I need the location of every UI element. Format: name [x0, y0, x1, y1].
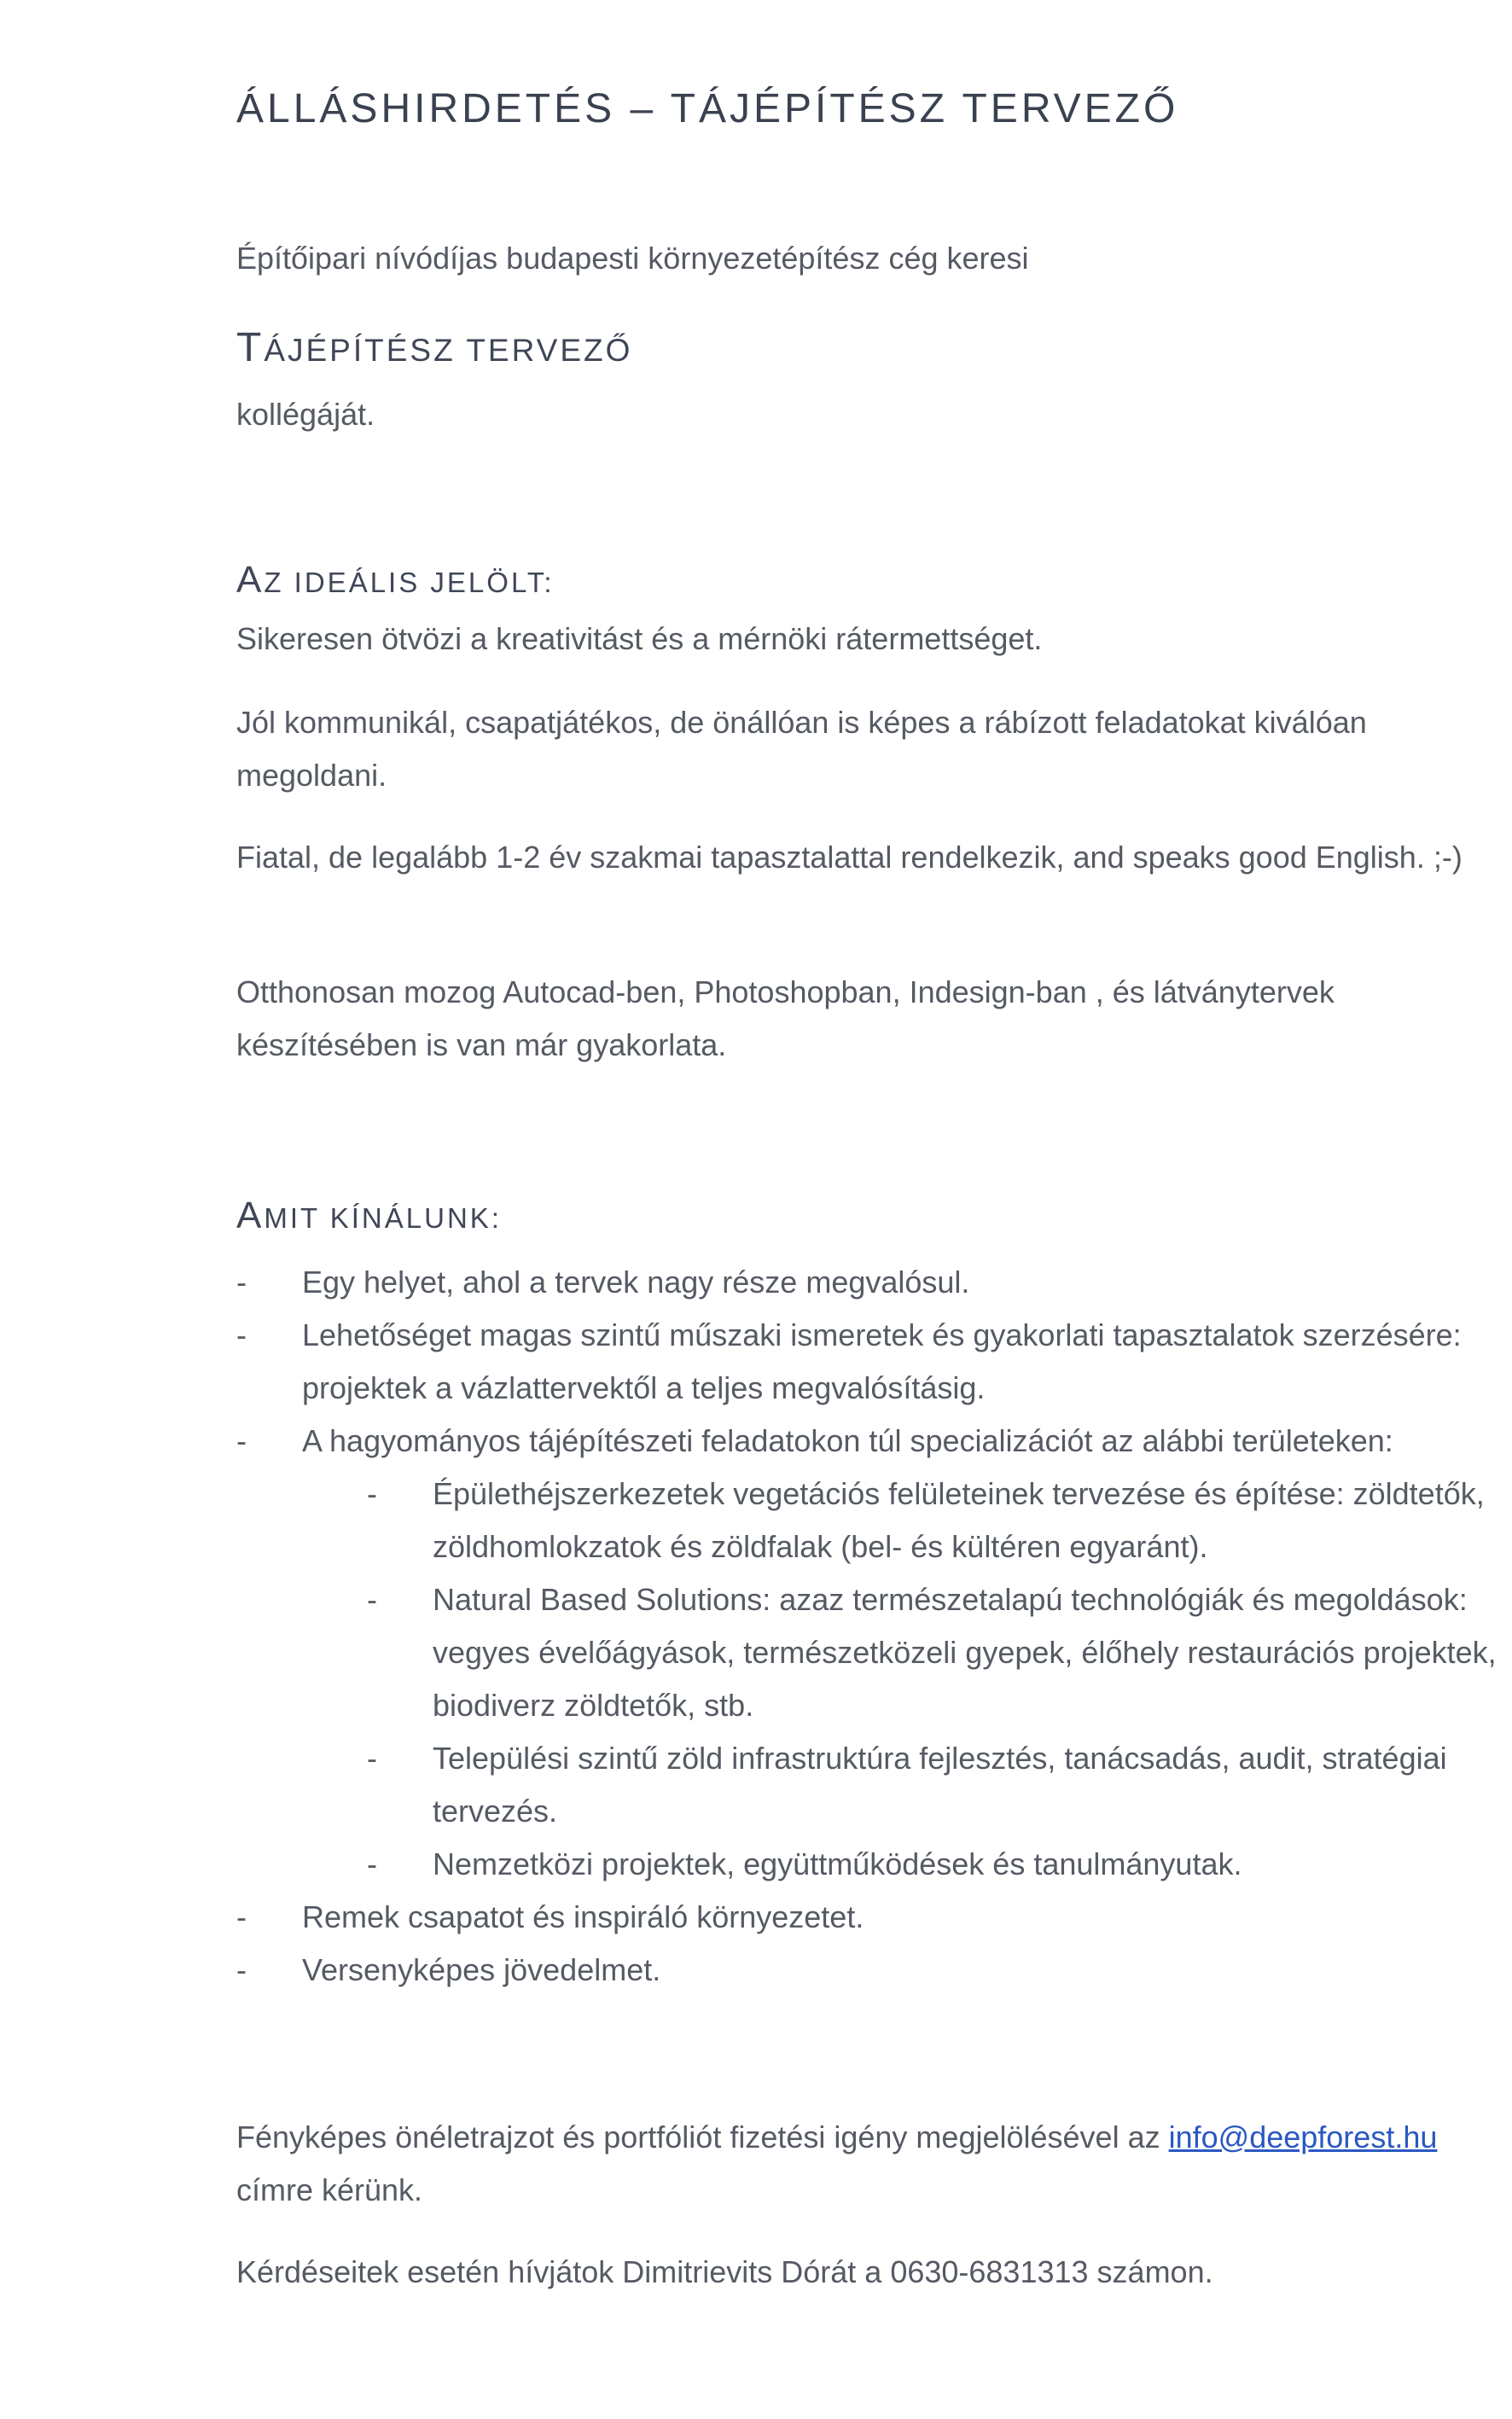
list-item-text: A hagyományos tájépítészeti feladatokon túl specializációt az alábbi területeken:: [302, 1423, 1393, 1458]
list-dash: -: [367, 1476, 377, 1511]
list-dash: -: [236, 1899, 247, 1934]
list-item-text: Egy helyet, ahol a tervek nagy része megvalósul.: [302, 1265, 970, 1300]
phone-paragraph: Kérdéseitek esetén hívjátok Dimitrievits Dórát a 0630-6831313 számon.: [236, 2254, 1213, 2289]
offer-heading-initial: A: [236, 1195, 265, 1236]
position-heading: [236, 324, 632, 371]
ideal-paragraph-1: Sikeresen ötvözi a kreativitást és a mérnöki rátermettséget.: [236, 621, 1043, 656]
list-item-text: Remek csapatot és inspiráló környezetet.: [302, 1899, 864, 1934]
list-dash: -: [236, 1265, 247, 1300]
offer-heading-rest: MIT KÍNÁLUNK:: [264, 1202, 502, 1234]
sublist-item: [236, 1468, 1508, 1573]
ideal-heading-rest: Z IDEÁLIS JELÖLT:: [264, 567, 555, 598]
email-link[interactable]: info@deepforest.hu: [1168, 2120, 1438, 2154]
sublist-item-text: Települési szintű zöld infrastruktúra fejlesztés, tanácsadás, audit, stratégiai tervezés.: [433, 1741, 1447, 1829]
list-item: [236, 1944, 1508, 1997]
list-item: [236, 1891, 1508, 1944]
sublist-item-text: Épülethéjszerkezetek vegetációs felületeinek tervezése és építése: zöldtetők, zöldhomlokzatok és zöldfalak (bel- és kültéren egyaránt).: [433, 1476, 1485, 1564]
page-title: ÁLLÁSHIRDETÉS – TÁJÉPÍTÉSZ TERVEZŐ: [236, 86, 1179, 131]
list-dash: -: [236, 1423, 247, 1458]
position-heading-rest: ÁJÉPÍTÉSZ TERVEZŐ: [264, 333, 633, 368]
sublist-item: [236, 1573, 1508, 1732]
sublist-item: [236, 1838, 1508, 1891]
ideal-candidate-heading: [236, 559, 555, 602]
ideal-heading-initial: A: [236, 559, 265, 601]
list-item-text: Versenyképes jövedelmet.: [302, 1952, 661, 1987]
position-heading-initial: T: [236, 325, 265, 370]
ideal-paragraph-3: Fiatal, de legalább 1-2 év szakmai tapasztalattal rendelkezik, and speaks good English. ;-): [236, 840, 1463, 875]
offer-list: [236, 1256, 1508, 1997]
ideal-paragraph-2: Jól kommunikál, csapatjátékos, de önállóan is képes a rábízott feladatokat kiválóan megoldani.: [236, 705, 1367, 793]
list-item-text: Lehetőséget magas szintű műszaki ismeretek és gyakorlati tapasztalatok szerzésére: projektek a vázlattervektől a teljes megvalósításig.: [302, 1317, 1462, 1405]
list-item: [236, 1256, 1508, 1309]
list-dash: -: [367, 1582, 377, 1617]
colleague-text: kollégáját.: [236, 397, 375, 432]
list-item: [236, 1415, 1508, 1468]
intro-text: Építőipari nívódíjas budapesti környezetépítész cég keresi: [236, 241, 1029, 276]
list-dash: -: [236, 1317, 247, 1352]
list-dash: -: [367, 1846, 377, 1881]
ideal-paragraph-4: Otthonosan mozog Autocad-ben, Photoshopban, Indesign-ban , és látványtervek készítésében is van már gyakorlata.: [236, 974, 1335, 1062]
contact-text: Fényképes önéletrajzot és portfóliót fizetési igény megjelölésével az: [236, 2120, 1160, 2154]
list-dash: -: [367, 1741, 377, 1776]
contact-paragraph: [236, 2111, 1491, 2217]
contact-text-end: címre kérünk.: [236, 2172, 423, 2207]
offer-heading: [236, 1195, 502, 1237]
list-dash: -: [236, 1952, 247, 1987]
sublist-item: [236, 1732, 1508, 1838]
list-item: [236, 1309, 1508, 1415]
sublist-item-text: Nemzetközi projektek, együttműködések és tanulmányutak.: [433, 1846, 1242, 1881]
sublist-item-text: Natural Based Solutions: azaz természetalapú technológiák és megoldások: vegyes évelőágyások, természetközeli gyepek, élőhely restaurációs projektek, biodiverz zöldtetők, stb.: [433, 1582, 1497, 1723]
